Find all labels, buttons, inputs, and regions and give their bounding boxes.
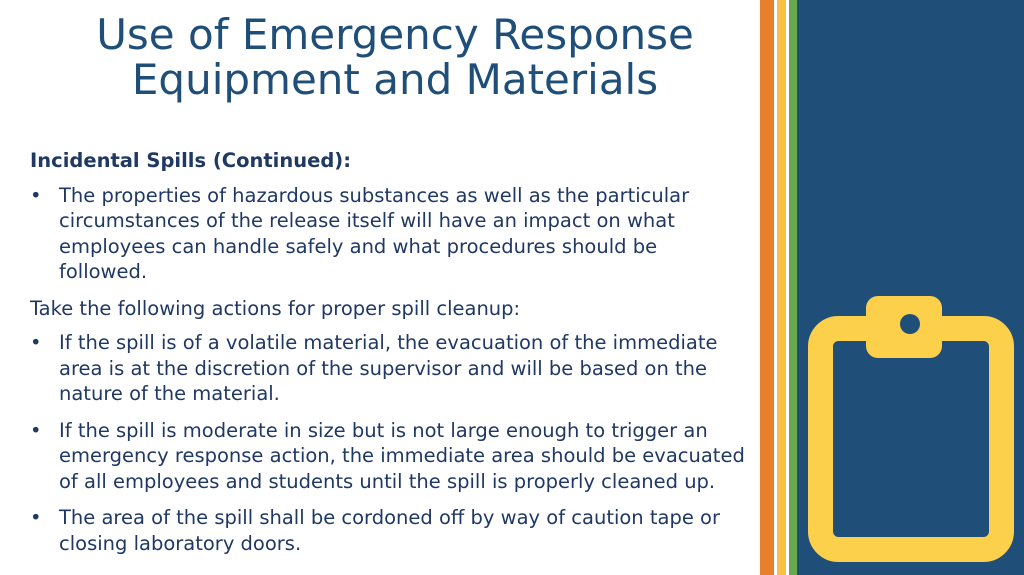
decor-stripe-green (789, 0, 797, 575)
slide-title-line-1: Use of Emergency Response (96, 10, 694, 59)
bullet-text: If the spill is moderate in size but is not large enough to trigger an emergency response action, the immediate area should be evacuated of all employees and students until the spill is properly cleaned up. (59, 418, 745, 493)
bullet-text: The area of the spill shall be cordoned off by way of caution tape or closing laboratory doors. (59, 506, 720, 555)
bullet-text: If the spill is of a volatile material, the evacuation of the immediate area is at the discretion of the supervisor and will be based on the nature of the material. (59, 331, 718, 405)
section-subheading: Incidental Spills (Continued): (30, 149, 352, 172)
clipboard-icon (808, 296, 1014, 562)
bullet-item (30, 418, 750, 495)
bullet-list-a (30, 183, 750, 285)
bullet-item (30, 183, 750, 285)
decor-stripe-yellow (777, 0, 786, 575)
slide-body (30, 148, 750, 567)
slide-title (30, 12, 760, 102)
bullet-symbol: • (30, 506, 42, 529)
bullet-item (30, 330, 750, 407)
slide-title-line-2: Equipment and Materials (131, 55, 659, 104)
bullet-item (30, 505, 750, 556)
bullet-symbol: • (30, 418, 42, 442)
bullet-symbol: • (30, 183, 42, 207)
bullet-symbol: • (30, 331, 42, 354)
bullet-text: The properties of hazardous substances as well as the particular circumstances of the release itself will have an impact on what employees can handle safely and what procedures should be followed. (59, 183, 690, 283)
intro-text: Take the following actions for proper spill cleanup: (30, 296, 521, 320)
decor-stripe-orange (760, 0, 774, 575)
bullet-list-b (30, 330, 750, 556)
